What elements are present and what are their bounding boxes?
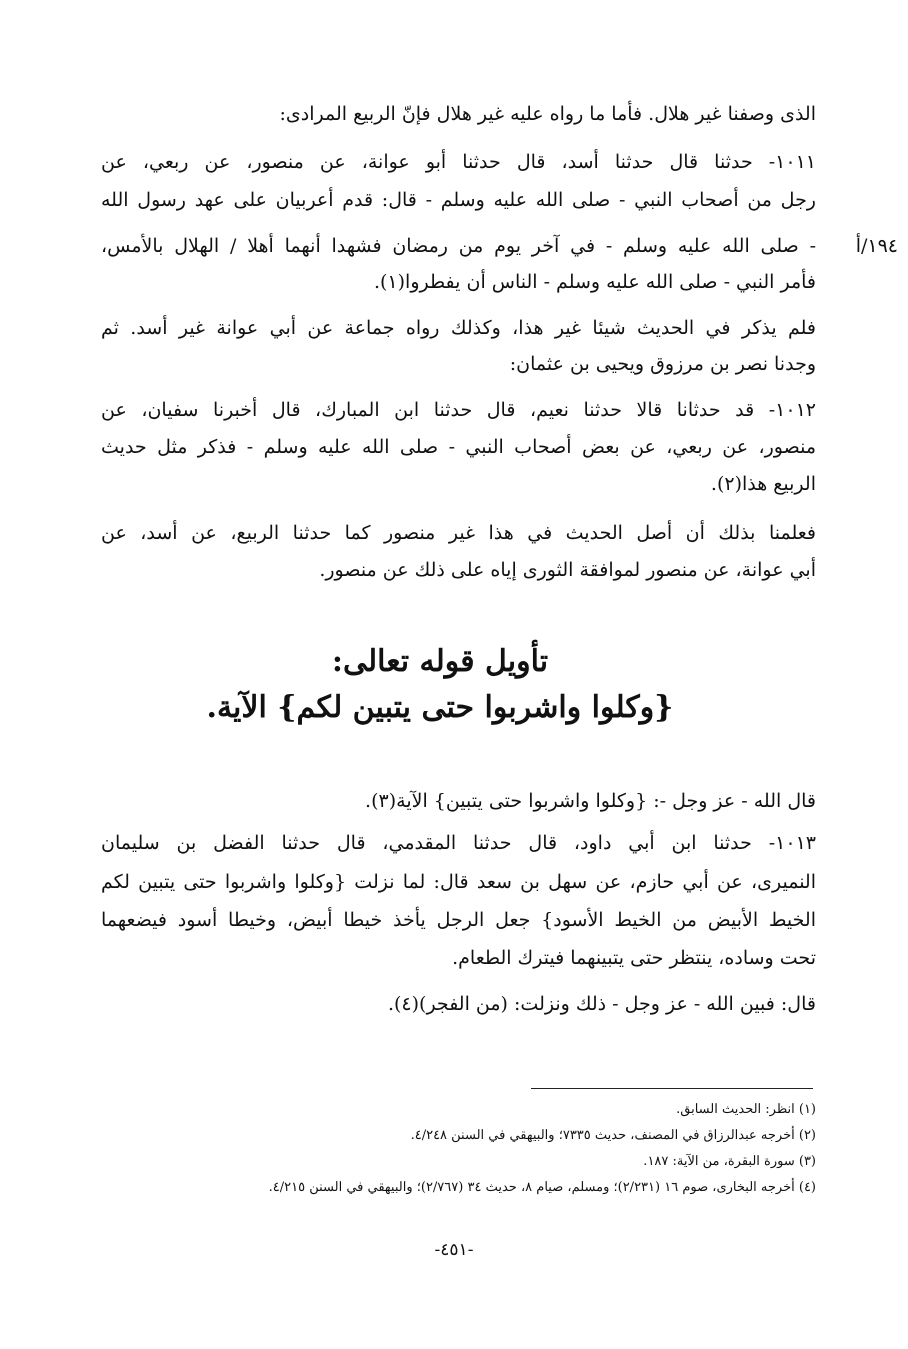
text-line: ١٠١١- حدثنا قال حدثنا أسد، قال حدثنا أبو عوانة، عن منصور، عن ربعي، عن [101, 151, 816, 173]
text-line: قال الله - عز وجل -: {وكلوا واشربوا حتى يتبين} الآية(٣). [365, 790, 816, 812]
text-line: فأمر النبي - صلى الله عليه وسلم - الناس أن يفطروا(١). [373, 271, 816, 293]
text-line: رجل من أصحاب النبي - صلى الله عليه وسلم - قال: قدم أعربيان على عهد رسول الله [101, 189, 816, 211]
section-heading-line-1: تأويل قوله تعالى: [331, 644, 549, 679]
text-line: - صلى الله عليه وسلم - في آخر يوم من رمضان فشهدا أنهما أهلا / الهلال بالأمس، [101, 235, 816, 257]
text-line: منصور، عن ربعي، عن بعض أصحاب النبي - صلى الله عليه وسلم - فذكر مثل حديث [101, 436, 816, 458]
footnote: (٣) سورة البقرة، من الآية: ١٨٧. [643, 1154, 816, 1169]
text-line: النميرى، عن أبي حازم، عن سهل بن سعد قال: لما نزلت {وكلوا واشربوا حتى يتبين لكم [101, 871, 816, 893]
margin-folio-reference: ١٩٤/أ [855, 235, 898, 257]
section-heading-line-2: {وكلوا واشربوا حتى يتبين لكم} الآية. [206, 690, 674, 725]
footnote: (٤) أخرجه البخارى، صوم ١٦ (٢/٢٣١)؛ ومسلم، صيام ٨، حديث ٣٤ (٢/٧٦٧)؛ والبيهقي في السنن ٤/٢١٥. [268, 1180, 816, 1195]
text-line: وجدنا نصر بن مرزوق ويحيى بن عثمان: [509, 353, 816, 375]
footnote: (٢) أخرجه عبدالرزاق في المصنف، حديث ٧٣٣٥؛ والبيهقي في السنن ٤/٢٤٨. [410, 1128, 816, 1143]
text-line: ١٠١٣- حدثنا ابن أبي داود، قال حدثنا المقدمي، قال حدثنا الفضل بن سليمان [101, 832, 816, 854]
text-line: الخيط الأبيض من الخيط الأسود} جعل الرجل يأخذ خيطا أبيض، وخيطا أسود فيضعهما [101, 909, 816, 931]
text-line: تحت وساده، ينتظر حتى يتبينهما فيترك الطعام. [452, 947, 816, 969]
text-line: فعلمنا بذلك أن أصل الحديث في هذا غير منصور كما حدثنا الربيع، عن أسد، عن [101, 522, 816, 544]
footnote-separator [531, 1088, 813, 1089]
page-number: -٤٥١- [434, 1240, 474, 1260]
text-line: الذى وصفنا غير هلال. فأما ما رواه عليه غير هلال فإنّ الربيع المرادى: [279, 103, 816, 125]
text-line: أبي عوانة، عن منصور لموافقة الثورى إياه على ذلك عن منصور. [319, 559, 816, 581]
footnote: (١) انظر: الحديث السابق. [676, 1102, 816, 1117]
text-line: ١٠١٢- قد حدثانا قالا حدثنا نعيم، قال حدثنا ابن المبارك، قال أخبرنا سفيان، عن [101, 399, 816, 421]
text-line: قال: فبين الله - عز وجل - ذلك ونزلت: (من الفجر)(٤). [387, 993, 816, 1015]
text-line: فلم يذكر في الحديث شيئا غير هذا، وكذلك رواه جماعة عن أبي عوانة غير أسد. ثم [101, 317, 816, 339]
text-line: الربيع هذا(٢). [710, 473, 816, 495]
